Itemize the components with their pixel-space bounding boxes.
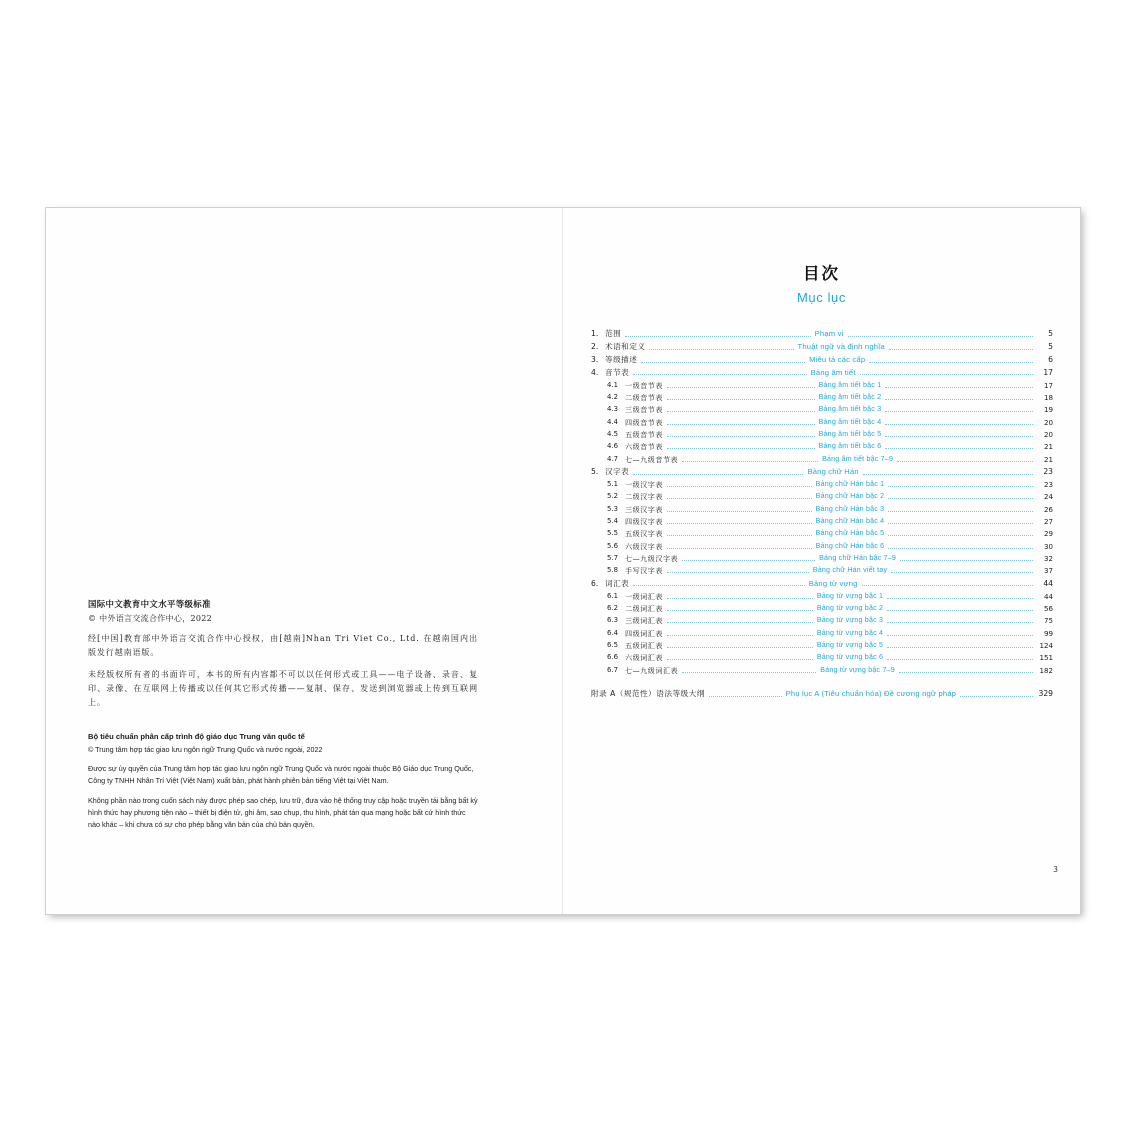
toc-entry-number: 6.4 bbox=[607, 628, 618, 637]
toc-entry-number: 4. bbox=[591, 367, 599, 377]
toc-entry-number: 5.3 bbox=[607, 504, 618, 513]
toc-entry-label-chinese: 手写汉字表 bbox=[625, 566, 663, 576]
toc-entry[interactable] bbox=[591, 642, 1053, 650]
toc-leader-dots bbox=[860, 373, 1033, 375]
toc-entry-number: 6.5 bbox=[607, 641, 618, 650]
toc-entry-page: 5 bbox=[1048, 329, 1053, 338]
toc-entry-number: 2. bbox=[591, 341, 599, 351]
toc-entry-number: 1. bbox=[591, 329, 599, 338]
toc-leader-dots bbox=[667, 435, 815, 437]
toc-leader-dots bbox=[885, 447, 1033, 449]
toc-entry-number: 5.8 bbox=[607, 566, 618, 575]
toc-entry-page: 23 bbox=[1043, 479, 1053, 489]
toc-leader-dots bbox=[667, 447, 815, 449]
toc-entry-number: 5. bbox=[591, 466, 599, 476]
toc-entry-label-vietnamese: Bảng từ vựng bậc 7–9 bbox=[820, 665, 895, 674]
toc-leader-dots bbox=[667, 571, 809, 573]
toc-entry-label-vietnamese: Bảng âm tiết bậc 6 bbox=[818, 442, 882, 451]
toc-leader-dots bbox=[667, 510, 812, 512]
toc-leader-dots bbox=[633, 473, 803, 475]
toc-entry-number: 5.4 bbox=[607, 517, 618, 526]
toc-entry-page: 21 bbox=[1043, 442, 1054, 452]
toc-entry-page: 37 bbox=[1043, 566, 1054, 576]
toc-entry[interactable] bbox=[591, 617, 1053, 625]
toc-entry-label-chinese: 四级汉字表 bbox=[625, 516, 663, 526]
toc-leader-dots bbox=[960, 695, 1033, 697]
toc-entry-number: 4.1 bbox=[607, 380, 618, 389]
toc-entry-label-chinese: 汉字表 bbox=[605, 466, 630, 476]
toc-entry-page: 30 bbox=[1043, 541, 1053, 551]
toc-leader-dots bbox=[887, 621, 1033, 623]
toc-entry-label-chinese: 三级汉字表 bbox=[625, 504, 663, 514]
toc-entry-label-vietnamese: Bảng âm tiết bậc 7–9 bbox=[822, 454, 894, 463]
toc-leader-dots bbox=[667, 386, 815, 388]
toc-entry-label-chinese: 一级音节表 bbox=[625, 380, 663, 390]
vietnamese-book-title: Bộ tiêu chuẩn phân cấp trình độ giáo dục Trung văn quốc tế bbox=[88, 732, 305, 741]
toc-entry-number: 6.1 bbox=[607, 591, 618, 600]
toc-entry-label-vietnamese: Phạm vi bbox=[814, 329, 844, 338]
toc-leader-dots bbox=[667, 658, 813, 660]
toc-entry-number: 6.7 bbox=[607, 665, 618, 674]
toc-leader-dots bbox=[641, 361, 805, 363]
toc-leader-dots bbox=[682, 460, 818, 462]
toc-entry-label-chinese: 术语和定义 bbox=[605, 341, 646, 351]
toc-entry[interactable] bbox=[591, 605, 1053, 613]
toc-entry[interactable] bbox=[591, 580, 1053, 588]
toc-entry-appendix[interactable] bbox=[591, 690, 1053, 698]
toc-leader-dots bbox=[667, 609, 813, 611]
toc-entry-page: 27 bbox=[1043, 516, 1053, 526]
toc-entry-page: 21 bbox=[1043, 454, 1054, 464]
toc-leader-dots bbox=[888, 485, 1033, 487]
toc-leader-dots bbox=[667, 621, 813, 623]
vietnamese-copyright-line: © Trung tâm hợp tác giao lưu ngôn ngữ Trung Quốc và nước ngoài, 2022 bbox=[88, 745, 323, 754]
toc-entry[interactable] bbox=[591, 394, 1053, 402]
toc-entry-page: 75 bbox=[1043, 616, 1053, 626]
toc-entry-label-chinese: 五级汉字表 bbox=[625, 529, 663, 539]
toc-entry-label-chinese: 七—九级音节表 bbox=[625, 454, 679, 464]
toc-leader-dots bbox=[667, 534, 812, 536]
toc-leader-dots bbox=[887, 658, 1033, 660]
toc-leader-dots bbox=[885, 386, 1033, 388]
toc-entry-number: 6.6 bbox=[607, 653, 618, 662]
toc-entry-page: 17 bbox=[1043, 380, 1054, 390]
toc-entry-label-chinese: 一级词汇表 bbox=[625, 591, 663, 601]
toc-entry-page: 20 bbox=[1043, 429, 1054, 439]
toc-entry-label-vietnamese: Bảng từ vựng bậc 6 bbox=[816, 653, 884, 662]
chinese-notice-paragraph: 未经版权所有者的书面许可，本书的所有内容都不可以以任何形式或工具——电子设备、录音、复印、录像、在互联网上传播或以任何其它形式传播——复制、保存、发送到浏览器或上传到互联网上。 bbox=[88, 670, 478, 707]
toc-leader-dots bbox=[887, 634, 1033, 636]
toc-entry-label-vietnamese: Bảng từ vựng bậc 5 bbox=[816, 640, 884, 649]
toc-leader-dots bbox=[887, 609, 1033, 611]
toc-entry-label-vietnamese: Bảng âm tiết bậc 1 bbox=[818, 380, 882, 389]
toc-entry-label-chinese: 二级音节表 bbox=[625, 392, 663, 402]
toc-entry-label-vietnamese: Bảng chữ Hán bậc 2 bbox=[815, 492, 885, 501]
chinese-book-title: 国际中文教育中文水平等级标准 bbox=[88, 599, 211, 609]
toc-leader-dots bbox=[682, 559, 815, 561]
toc-entry-label-vietnamese: Bảng âm tiết bậc 3 bbox=[818, 405, 882, 414]
toc-leader-dots bbox=[625, 335, 810, 337]
toc-entry-label-chinese: 五级音节表 bbox=[625, 429, 663, 439]
toc-entry-label-vietnamese: Bảng âm tiết bbox=[810, 367, 856, 377]
toc-entry-number: 4.6 bbox=[607, 442, 618, 451]
toc-entry-page: 18 bbox=[1043, 392, 1054, 402]
toc-entry-page: 124 bbox=[1039, 640, 1053, 650]
toc-entry-label-chinese: 六级音节表 bbox=[625, 442, 663, 452]
toc-entry[interactable] bbox=[591, 654, 1053, 662]
toc-entry-label-vietnamese: Bảng từ vựng bậc 3 bbox=[816, 616, 884, 625]
toc-entry-label-chinese: 一级汉字表 bbox=[625, 479, 663, 489]
toc-leader-dots bbox=[667, 485, 812, 487]
toc-entry-label-vietnamese: Bảng chữ Hán bậc 6 bbox=[815, 541, 885, 550]
toc-leader-dots bbox=[899, 671, 1033, 673]
toc-entry-label-vietnamese: Bảng chữ Hán bậc 5 bbox=[815, 529, 885, 538]
toc-entry[interactable] bbox=[591, 543, 1053, 551]
toc-entry-number: 6.3 bbox=[607, 616, 618, 625]
toc-entry-page: 56 bbox=[1043, 603, 1053, 613]
toc-leader-dots bbox=[888, 522, 1033, 524]
toc-entry-page: 99 bbox=[1043, 628, 1053, 638]
toc-entry-label-vietnamese: Bảng chữ Hán bậc 1 bbox=[815, 479, 885, 488]
toc-entry-label-chinese: 四级词汇表 bbox=[625, 628, 663, 638]
toc-entry-number: 4.4 bbox=[607, 417, 618, 426]
toc-entry-number: 6. bbox=[591, 578, 599, 588]
toc-entry[interactable] bbox=[591, 493, 1053, 501]
toc-entry-label-vietnamese: Bảng chữ Hán bậc 3 bbox=[815, 504, 885, 513]
toc-leader-dots bbox=[887, 646, 1033, 648]
toc-entry-label-vietnamese: Bảng âm tiết bậc 5 bbox=[818, 429, 882, 438]
toc-entry-label-vietnamese: Bảng chữ Hán viết tay bbox=[812, 566, 888, 575]
toc-entry[interactable] bbox=[591, 356, 1053, 364]
vietnamese-license-paragraph: Được sự ủy quyền của Trung tâm hợp tác giao lưu ngôn ngữ Trung Quốc và nước ngoài thuộc Bộ Giáo dục Trung Quốc, Công ty TNHH Nhân Trí Việt (Việt Nam) xuất bản, phát hành phiên bản tiếng Việt tại Việt Nam. bbox=[88, 764, 474, 785]
vietnamese-notice-paragraph: Không phần nào trong cuốn sách này được phép sao chép, lưu trữ, đưa vào hệ thống truy cập hoặc truyền tải bằng bất kỳ hình thức hay phương tiện nào – thiết bị điện tử, ghi âm, sao chụp, thu hình, phát tán qua mạng hoặc bất cứ hình thức nào khác – khi chưa có sự cho phép bằng văn bản của chủ bản quyền. bbox=[88, 796, 478, 829]
toc-entry[interactable] bbox=[591, 667, 1053, 675]
toc-entry-label-vietnamese: Phụ lục A (Tiêu chuẩn hóa) Đề cương ngữ pháp bbox=[785, 689, 957, 699]
toc-entry[interactable] bbox=[591, 382, 1053, 390]
toc-entry-label-chinese: 四级音节表 bbox=[625, 417, 663, 427]
toc-entry-label-vietnamese: Bảng từ vựng bậc 2 bbox=[816, 603, 884, 612]
toc-title-vietnamese: Mục lục bbox=[797, 290, 846, 305]
toc-entry[interactable] bbox=[591, 630, 1053, 638]
toc-entry-label-vietnamese: Bảng từ vựng bậc 4 bbox=[816, 628, 884, 637]
toc-entry-page: 5 bbox=[1048, 341, 1053, 351]
toc-entry-page: 182 bbox=[1039, 665, 1054, 675]
toc-leader-dots bbox=[888, 510, 1033, 512]
toc-leader-dots bbox=[891, 571, 1033, 573]
toc-entry-page: 32 bbox=[1043, 553, 1054, 563]
toc-entry-label-vietnamese: Bảng âm tiết bậc 4 bbox=[818, 417, 882, 426]
toc-entry[interactable] bbox=[591, 431, 1053, 439]
toc-entry-page: 26 bbox=[1043, 504, 1053, 514]
toc-entry-label-chinese: 七—九级汉字表 bbox=[625, 553, 679, 563]
toc-leader-dots bbox=[863, 473, 1033, 475]
toc-entry-page: 19 bbox=[1043, 405, 1054, 415]
toc-leader-dots bbox=[888, 547, 1033, 549]
toc-entry-label-chinese: 范围 bbox=[605, 329, 622, 338]
toc-entry-label-vietnamese: Bảng từ vựng bbox=[808, 578, 858, 588]
toc-entry-number: 5.6 bbox=[607, 541, 618, 550]
chinese-license-paragraph: 经[中国]教育部中外语言交流合作中心授权，由[越南]Nhan Tri Viet Co., Ltd. 在越南国内出版发行越南语版。 bbox=[88, 634, 478, 657]
toc-entry-number: 5.7 bbox=[607, 554, 618, 563]
toc-leader-dots bbox=[667, 398, 815, 400]
toc-leader-dots bbox=[667, 646, 813, 648]
toc-entry[interactable] bbox=[591, 567, 1053, 575]
copyright-block bbox=[88, 598, 478, 830]
toc-entry-label-chinese: 二级词汇表 bbox=[625, 603, 663, 613]
toc-entry-list bbox=[591, 330, 1053, 703]
toc-entry[interactable] bbox=[591, 406, 1053, 414]
toc-entry[interactable] bbox=[591, 593, 1053, 601]
toc-entry[interactable] bbox=[591, 456, 1053, 464]
toc-entry-page: 151 bbox=[1039, 653, 1053, 663]
toc-entry-number: 4.3 bbox=[607, 405, 618, 414]
toc-entry-label-chinese: 等级描述 bbox=[605, 354, 638, 364]
toc-entry[interactable] bbox=[591, 419, 1053, 427]
toc-entry-label-chinese: 三级词汇表 bbox=[625, 616, 663, 626]
toc-leader-dots bbox=[888, 534, 1033, 536]
toc-entry-page: 24 bbox=[1043, 492, 1053, 502]
toc-entry-page: 6 bbox=[1048, 354, 1053, 364]
toc-entry-number: 6.2 bbox=[607, 604, 618, 613]
toc-entry-label-chinese: 七—九级词汇表 bbox=[625, 665, 679, 675]
toc-title-chinese: 目次 bbox=[803, 264, 840, 283]
toc-leader-dots bbox=[885, 423, 1033, 425]
toc-leader-dots bbox=[667, 547, 812, 549]
toc-leader-dots bbox=[649, 348, 793, 350]
chinese-copyright-line: © 中外语言交流合作中心，2022 bbox=[88, 614, 213, 623]
toc-leader-dots bbox=[887, 597, 1033, 599]
toc-leader-dots bbox=[889, 348, 1033, 350]
toc-entry-label-vietnamese: Bảng chữ Hán bbox=[807, 466, 859, 476]
toc-entry-label-chinese: 六级汉字表 bbox=[625, 541, 663, 551]
toc-entry-page: 23 bbox=[1043, 466, 1054, 476]
toc-entry[interactable] bbox=[591, 330, 1053, 338]
toc-entry[interactable] bbox=[591, 369, 1053, 377]
toc-leader-dots bbox=[885, 410, 1033, 412]
toc-entry-label-vietnamese: Bảng âm tiết bậc 2 bbox=[818, 392, 882, 401]
toc-entry-label-vietnamese: Bảng chữ Hán bậc 7–9 bbox=[819, 553, 897, 562]
toc-entry-label-vietnamese: Miêu tả các cấp bbox=[809, 354, 866, 364]
book-spread bbox=[46, 208, 1080, 914]
toc-leader-dots bbox=[885, 398, 1033, 400]
toc-entry[interactable] bbox=[591, 468, 1053, 476]
toc-entry-label-chinese: 词汇表 bbox=[605, 578, 630, 588]
toc-leader-dots bbox=[900, 559, 1033, 561]
toc-leader-dots bbox=[667, 634, 813, 636]
toc-entry[interactable] bbox=[591, 530, 1053, 538]
toc-entry-page: 44 bbox=[1043, 578, 1053, 588]
toc-entry-label-vietnamese: Bảng từ vựng bậc 1 bbox=[816, 591, 884, 600]
toc-entry[interactable] bbox=[591, 555, 1053, 563]
toc-leader-dots bbox=[633, 373, 806, 375]
toc-entry-label-vietnamese: Thuật ngữ và định nghĩa bbox=[797, 341, 885, 351]
toc-entry-page: 20 bbox=[1043, 417, 1054, 427]
toc-entry-page: 29 bbox=[1043, 529, 1053, 539]
toc-entry-page: 329 bbox=[1038, 689, 1053, 699]
toc-entry-number: 4.5 bbox=[607, 430, 618, 439]
toc-leader-dots bbox=[885, 435, 1033, 437]
toc-entry-label-chinese: 三级音节表 bbox=[625, 405, 663, 415]
toc-leader-dots bbox=[667, 423, 815, 425]
toc-entry[interactable] bbox=[591, 343, 1053, 351]
toc-leader-dots bbox=[869, 361, 1033, 363]
toc-leader-dots bbox=[633, 584, 804, 586]
toc-entry[interactable] bbox=[591, 443, 1053, 451]
toc-entry-label-chinese: 二级汉字表 bbox=[625, 492, 663, 502]
toc-leader-dots bbox=[667, 522, 812, 524]
page-number: 3 bbox=[1053, 865, 1058, 874]
toc-entry-number: 3. bbox=[591, 354, 599, 364]
toc-entry-label-chinese: 音节表 bbox=[605, 367, 630, 377]
toc-entry-number: 4.7 bbox=[607, 454, 618, 463]
toc-heading bbox=[563, 260, 1080, 305]
toc-leader-dots bbox=[709, 695, 782, 697]
toc-entry[interactable] bbox=[591, 506, 1053, 514]
toc-entry-number: 5.1 bbox=[607, 480, 618, 489]
toc-leader-dots bbox=[897, 460, 1033, 462]
toc-entry[interactable] bbox=[591, 481, 1053, 489]
toc-entry-label-vietnamese: Bảng chữ Hán bậc 4 bbox=[815, 516, 885, 525]
table-of-contents-page bbox=[563, 208, 1080, 914]
toc-leader-dots bbox=[667, 410, 815, 412]
toc-entry-label-chinese: 六级词汇表 bbox=[625, 653, 663, 663]
toc-entry-page: 17 bbox=[1043, 367, 1054, 377]
toc-entry-label-chinese: 附录 A（规范性）语法等级大纲 bbox=[591, 689, 705, 699]
toc-leader-dots bbox=[888, 497, 1033, 499]
toc-entry-number: 5.5 bbox=[607, 529, 618, 538]
toc-leader-dots bbox=[848, 335, 1033, 337]
toc-entry-label-chinese: 五级词汇表 bbox=[625, 640, 663, 650]
toc-entry-number: 4.2 bbox=[607, 393, 618, 402]
toc-leader-dots bbox=[862, 584, 1033, 586]
toc-leader-dots bbox=[682, 671, 816, 673]
toc-leader-dots bbox=[667, 597, 813, 599]
toc-leader-dots bbox=[667, 497, 812, 499]
toc-entry-page: 44 bbox=[1043, 591, 1053, 601]
copyright-page bbox=[46, 208, 563, 914]
toc-entry[interactable] bbox=[591, 518, 1053, 526]
toc-entry-number: 5.2 bbox=[607, 492, 618, 501]
